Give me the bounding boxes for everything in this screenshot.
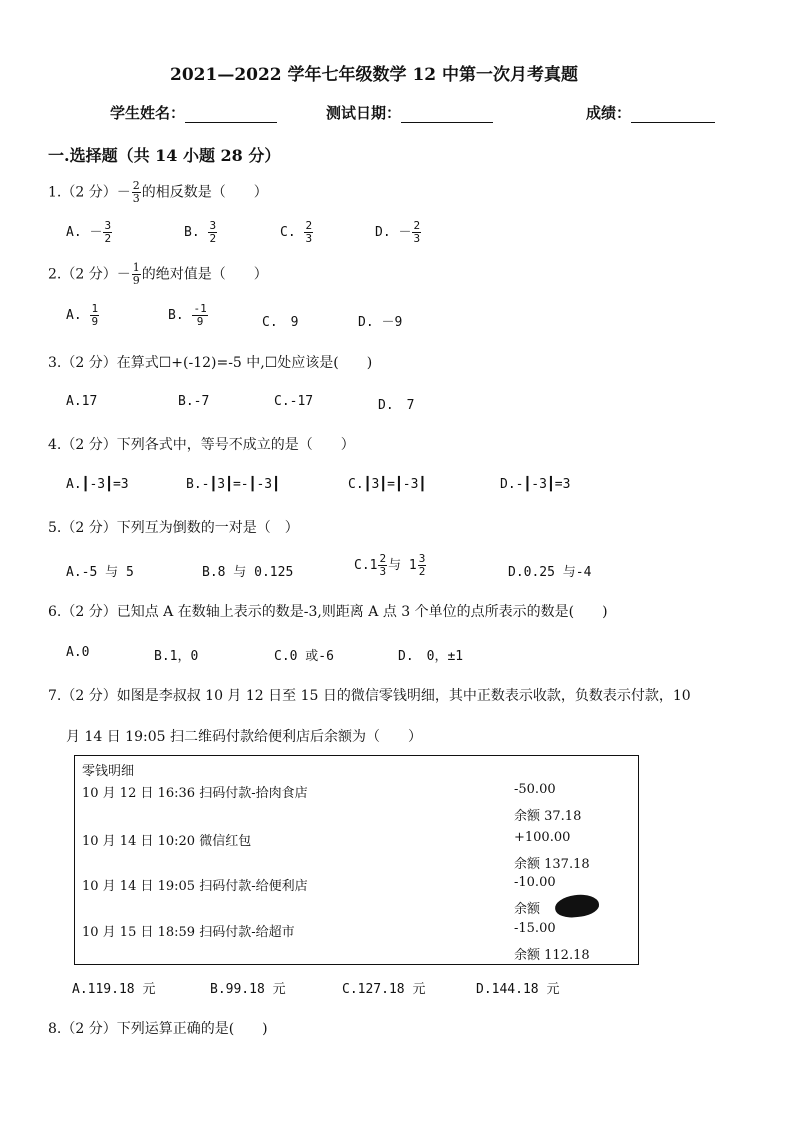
question-7-line-1: 7.（2 分）如图是李叔叔 10 月 12 日至 15 日的微信零钱明细，其中正数表示收款，负数表示付款，10 bbox=[48, 688, 691, 704]
score-blank bbox=[631, 106, 715, 123]
q5-option-b: B.8 与 0.125 bbox=[202, 565, 294, 580]
q2-option-c: C. 9 bbox=[262, 315, 299, 330]
q1-option-d: D. － $\frac{2}{3}$ bbox=[375, 219, 421, 245]
table-row-balance: 余额 112.18 bbox=[514, 948, 590, 963]
q7-option-a: A.119.18 元 bbox=[72, 982, 156, 997]
q7-option-c: C.127.18 元 bbox=[342, 982, 426, 997]
q2-option-a: A. $\frac{1}{9}$ bbox=[66, 302, 99, 328]
question-7-line-2: 月 14 日 19:05 扫二维码付款给便利店后余额为（ ） bbox=[66, 729, 422, 745]
table-row-desc: 10 月 15 日 18:59 扫码付款-给超市 bbox=[82, 925, 295, 940]
table-row-amount: -15.00 bbox=[514, 921, 556, 936]
q1-option-a: A. － $\frac{3}{2}$ bbox=[66, 219, 112, 245]
test-date-field bbox=[326, 102, 493, 123]
table-row-desc: 10 月 12 日 16:36 扫码付款-拾肉食店 bbox=[82, 786, 308, 801]
table-row-balance: 余额 137.18 bbox=[514, 857, 590, 872]
question-1: 1.（2 分）－ $\frac{2}{3}$ 的相反数是（ ） bbox=[48, 179, 268, 205]
table-row-desc: 10 月 14 日 19:05 扫码付款-给便利店 bbox=[82, 879, 308, 894]
q3-option-b: B.-7 bbox=[178, 394, 210, 409]
table-row-amount: -50.00 bbox=[514, 782, 556, 797]
question-3: 3.（2 分）在算式☐+(-12)=-5 中,☐处应该是( ) bbox=[48, 355, 373, 371]
q4-option-b: B.-┃3┃=-┃-3┃ bbox=[186, 477, 280, 492]
q5-option-c: C.1 $\frac{2}{3}$ 与 1 $\frac{3}{2}$ bbox=[354, 552, 426, 578]
table-row-amount: +100.00 bbox=[514, 830, 571, 845]
test-date-blank bbox=[401, 106, 493, 123]
q2-fraction: $\frac{1}{9}$ bbox=[132, 261, 140, 287]
q4-option-d: D.-┃-3┃=3 bbox=[500, 477, 571, 492]
q1-stem: 的相反数是（ ） bbox=[141, 184, 268, 201]
student-name-field bbox=[110, 102, 277, 123]
student-name-blank bbox=[185, 106, 277, 123]
question-6: 6.（2 分）已知点 A 在数轴上表示的数是-3,则距离 A 点 3 个单位的点所表示的数是( ) bbox=[48, 604, 608, 620]
table-title: 零钱明细 bbox=[82, 764, 135, 779]
q3-option-c: C.-17 bbox=[274, 394, 314, 409]
table-row-balance: 余额 bbox=[514, 902, 541, 917]
q2-option-b: B. $\frac{-1}{9}$ bbox=[168, 302, 207, 328]
q3-option-a: A.17 bbox=[66, 394, 98, 409]
question-4: 4.（2 分）下列各式中，等号不成立的是（ ） bbox=[48, 437, 355, 453]
section-title: 一.选择题（共 14 小题 28 分） bbox=[48, 146, 281, 165]
q6-option-d: D. 0，±1 bbox=[398, 649, 464, 664]
question-2: 2.（2 分）－ $\frac{1}{9}$ 的绝对值是（ ） bbox=[48, 261, 268, 287]
q7-option-b: B.99.18 元 bbox=[210, 982, 286, 997]
q2-prefix: 2.（2 分） bbox=[48, 266, 117, 283]
q6-option-c: C.0 或-6 bbox=[274, 649, 334, 664]
q3-option-d: D. 7 bbox=[378, 398, 415, 413]
q2-option-d: D. －9 bbox=[358, 315, 403, 330]
q6-option-a: A.0 bbox=[66, 645, 90, 660]
test-date-label: 测试日期： bbox=[326, 104, 402, 122]
table-row-amount: -10.00 bbox=[514, 875, 556, 890]
question-5: 5.（2 分）下列互为倒数的一对是（ ） bbox=[48, 520, 299, 536]
q5-option-d: D.0.25 与-4 bbox=[508, 565, 592, 580]
q1-option-b: B. $\frac{3}{2}$ bbox=[184, 219, 217, 245]
score-label: 成绩： bbox=[586, 104, 632, 122]
q1-prefix: 1.（2 分） bbox=[48, 184, 117, 201]
q1-fraction: $\frac{2}{3}$ bbox=[132, 179, 140, 205]
page-title: 2021—2022 学年七年级数学 12 中第一次月考真题 bbox=[170, 65, 579, 85]
q1-option-c: C. $\frac{2}{3}$ bbox=[280, 219, 313, 245]
q5-option-a: A.-5 与 5 bbox=[66, 565, 134, 580]
q7-option-d: D.144.18 元 bbox=[476, 982, 560, 997]
table-row-balance: 余额 37.18 bbox=[514, 809, 582, 824]
student-name-label: 学生姓名： bbox=[110, 104, 186, 122]
q2-stem: 的绝对值是（ ） bbox=[141, 266, 268, 283]
q6-option-b: B.1，0 bbox=[154, 649, 199, 664]
q4-option-c: C.┃3┃=┃-3┃ bbox=[348, 477, 427, 492]
table-row-desc: 10 月 14 日 10:20 微信红包 bbox=[82, 834, 252, 849]
score-field bbox=[586, 102, 715, 123]
q4-option-a: A.┃-3┃=3 bbox=[66, 477, 129, 492]
question-8: 8.（2 分）下列运算正确的是( ) bbox=[48, 1021, 268, 1037]
